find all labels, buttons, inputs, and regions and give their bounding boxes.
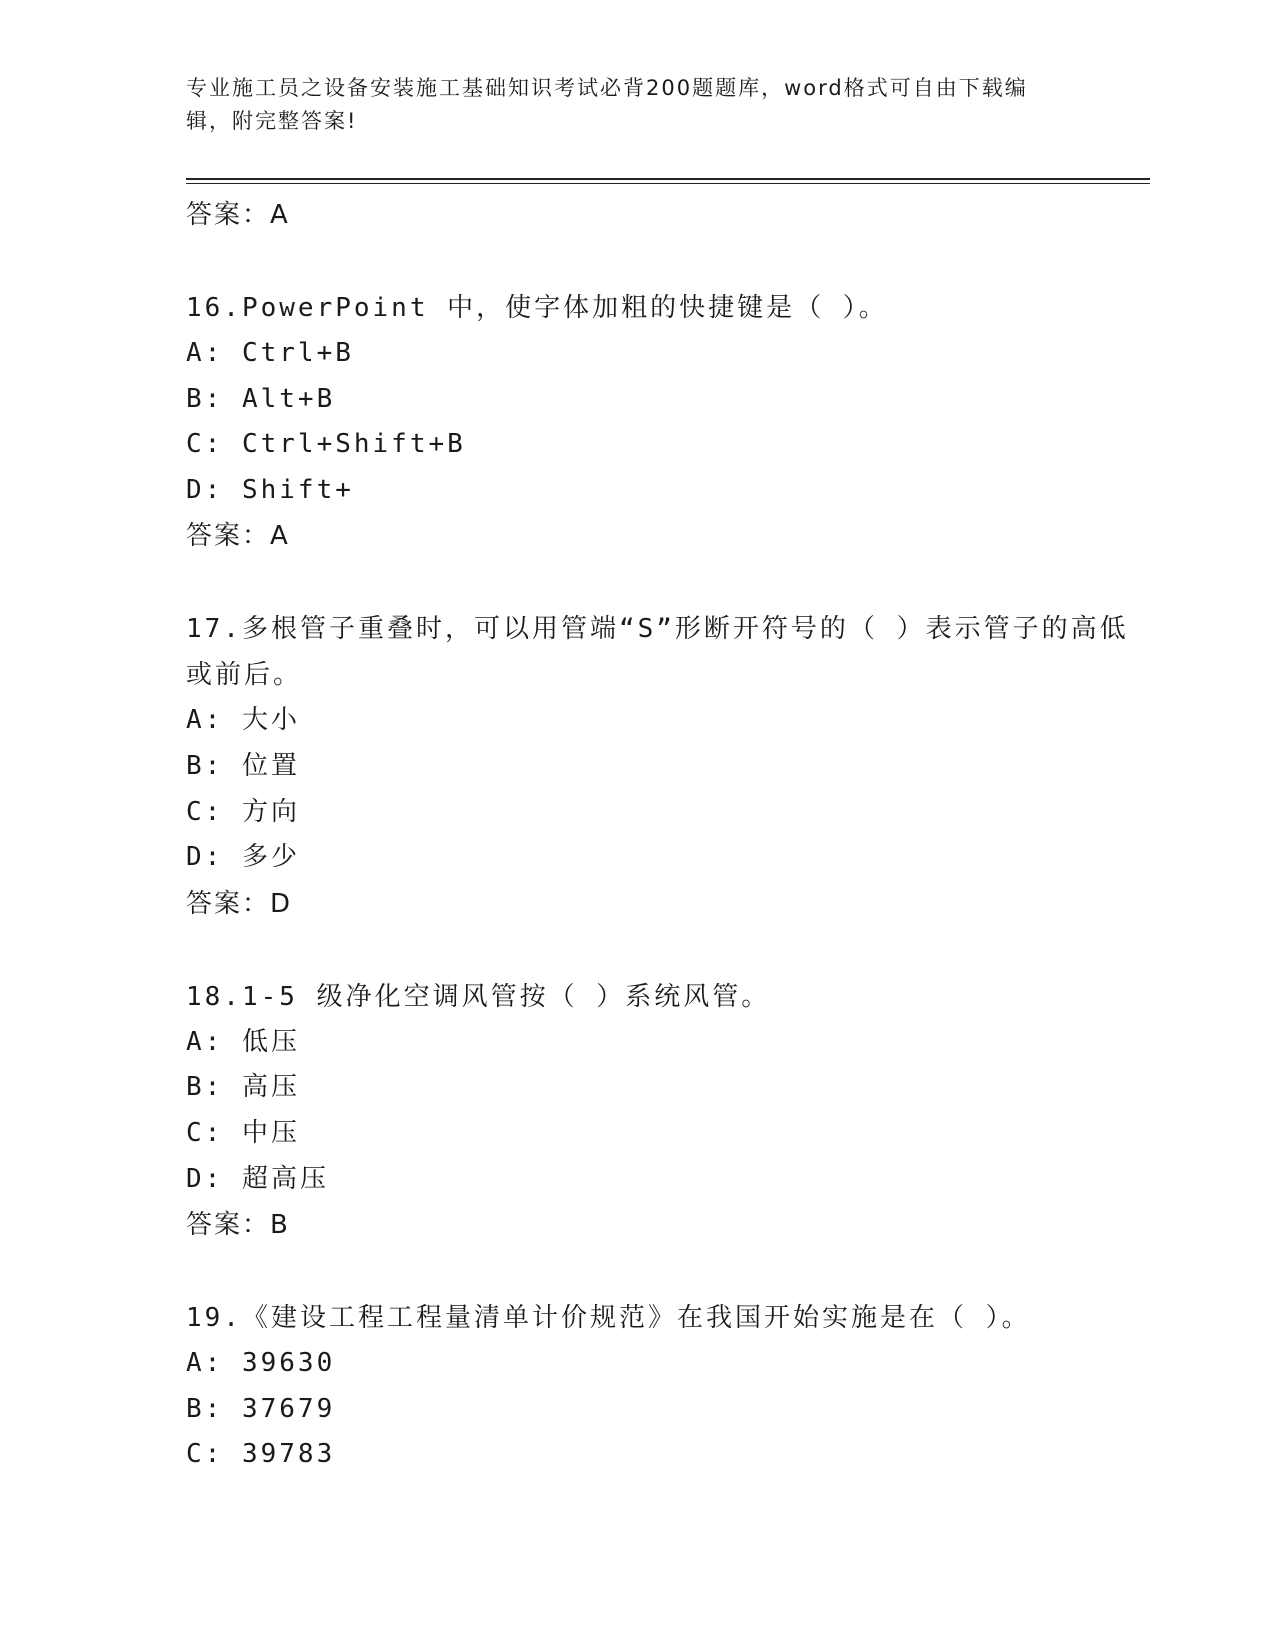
- question-block: [186, 974, 1150, 1248]
- option-d: D: Shift+: [186, 474, 354, 505]
- option-b: B: Alt+B: [186, 383, 336, 414]
- option-c: C: 39783: [186, 1439, 336, 1470]
- option-d: D: 多少: [186, 842, 300, 873]
- option-b: B: 位置: [186, 750, 300, 781]
- option-a: A: 大小: [186, 705, 300, 736]
- answer-line: [186, 192, 1150, 238]
- question-block: [186, 1295, 1150, 1478]
- option-a: A: 低压: [186, 1026, 300, 1057]
- answer-value: B: [270, 1210, 290, 1241]
- answer-label: 答案：: [186, 888, 271, 919]
- question-list: [186, 192, 1150, 1478]
- spacer: [186, 927, 1150, 974]
- answer-value: A: [270, 200, 290, 230]
- header-divider: [186, 178, 1150, 180]
- answer-line: [186, 1202, 1150, 1248]
- header-divider-thin: [186, 183, 1150, 184]
- answer-line: [186, 881, 1150, 927]
- answer-value: A: [270, 521, 290, 552]
- question-text: 19.《建设工程工程量清单计价规范》在我国开始实施是在（ ）。: [186, 1303, 1031, 1334]
- spacer: [186, 559, 1150, 606]
- question-block: [186, 606, 1150, 926]
- option-a: A: 39630: [186, 1348, 336, 1379]
- document-header: 专业施工员之设备安装施工基础知识考试必背200题题库，word格式可自由下载编辑，附完整答案!: [186, 76, 1028, 133]
- option-c: C: Ctrl+Shift+B: [186, 429, 466, 460]
- answer-line: [186, 513, 1150, 559]
- answer-label: 答案：: [186, 1210, 271, 1241]
- question-text: 16.PowerPoint 中，使字体加粗的快捷键是（ ）。: [186, 293, 888, 323]
- answer-label: 答案：: [186, 200, 271, 230]
- question-text: 17.多根管子重叠时，可以用管端“S”形断开符号的（ ）表示管子的高低或前后。: [186, 614, 1129, 691]
- option-c: C: 方向: [186, 796, 300, 827]
- option-a: A: Ctrl+B: [186, 338, 354, 368]
- answer-value: D: [270, 888, 293, 919]
- answer-label: 答案：: [186, 521, 271, 552]
- spacer: [186, 1248, 1150, 1295]
- question-text: 18.1-5 级净化空调风管按（ ）系统风管。: [186, 981, 771, 1012]
- spacer: [186, 238, 1150, 285]
- option-b: B: 37679: [186, 1393, 336, 1424]
- option-b: B: 高压: [186, 1072, 300, 1103]
- option-d: D: 超高压: [186, 1163, 329, 1194]
- option-c: C: 中压: [186, 1117, 300, 1148]
- question-block: [186, 285, 1150, 559]
